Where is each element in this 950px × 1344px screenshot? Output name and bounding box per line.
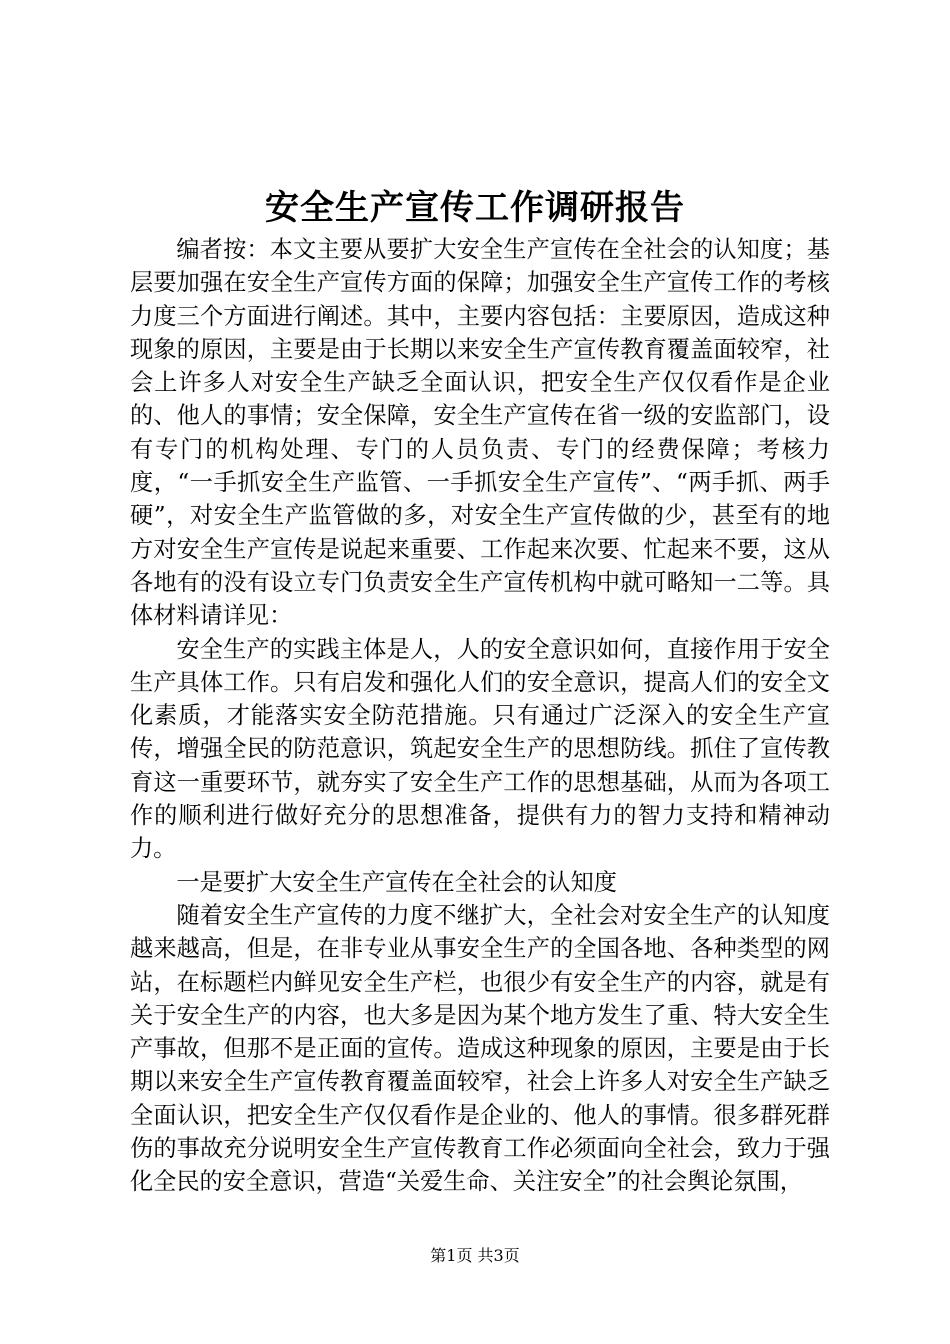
section-paragraph: 随着安全生产宣传的力度不继扩大，全社会对安全生产的认知度越来越高，但是，在非专业从事安全生产的全国各地、各种类型的网站，在标题栏内鲜见安全生产栏，也很少有安全生产的内容，就是有关于安全生产的内容，也大多是因为某个地方发生了重、特大安全生产事故，但那不是正面的宣传。造成这种现象的原因，主要是由于长期以来安全生产宣传教育覆盖面较窄，社会上许多人对安全生产缺乏全面认识，把安全生产仅仅看作是企业的、他人的事情。很多群死群伤的事故充分说明安全生产宣传教育工作必须面向全社会，致力于强化全民的安全意识，营造“关爱生命、关注安全”的社会舆论氛围， — [130, 901, 830, 1196]
editor-note-paragraph: 编者按：本文主要从要扩大安全生产宣传在全社会的认知度；基层要加强在安全生产宣传方面的保障；加强安全生产宣传工作的考核力度三个方面进行阐述。其中，主要内容包括：主要原因，造成这种现象的原因，主要是由于长期以来安全生产宣传教育覆盖面较窄，社会上许多人对安全生产缺乏全面认识，把安全生产仅仅看作是企业的、他人的事情；安全保障，安全生产宣传在省一级的安监部门，设有专门的机构处理、专门的人员负责、专门的经费保障；考核力度，“一手抓安全生产监管、一手抓安全生产宣传”、“两手抓、两手硬”，对安全生产监管做的多，对安全生产宣传做的少，甚至有的地方对安全生产宣传是说起来重要、工作起来次要、忙起来不要，这从各地有的没有设立专门负责安全生产宣传机构中就可略知一二等。具体材料请详见： — [130, 236, 830, 630]
document-body — [130, 233, 830, 1199]
intro-paragraph: 安全生产的实践主体是人，人的安全意识如何，直接作用于安全生产具体工作。只有启发和强化人们的安全意识，提高人们的安全文化素质，才能落实安全防范措施。只有通过广泛深入的安全生产宣传，增强全民的防范意识，筑起安全生产的思想防线。抓住了宣传教育这一重要环节，就夯实了安全生产工作的思想基础，从而为各项工作的顺利进行做好充分的思想准备，提供有力的智力支持和精神动力。 — [130, 635, 830, 863]
document-title: 安全生产宣传工作调研报告 — [265, 188, 685, 228]
section-heading: 一是要扩大安全生产宣传在全社会的认知度 — [176, 868, 617, 896]
page-footer: 第1页 共3页 — [430, 1246, 520, 1265]
